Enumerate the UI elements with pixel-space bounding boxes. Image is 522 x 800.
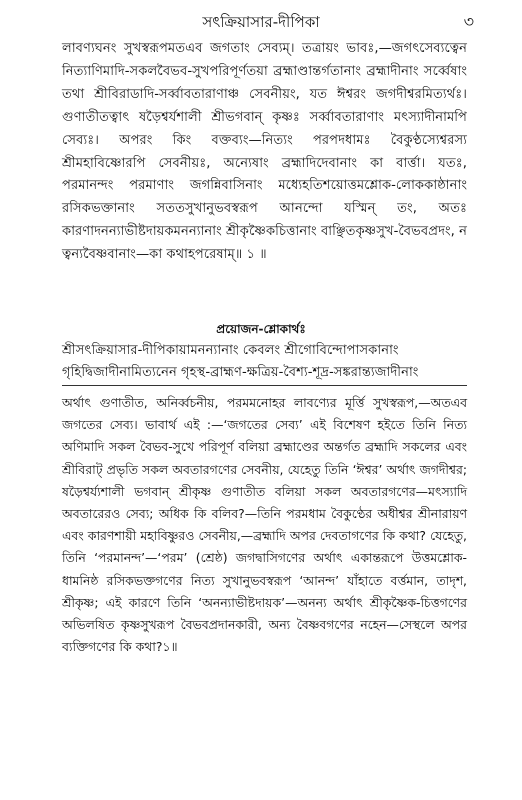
page-number: ৩ [463,12,474,31]
sanskrit-commentary: লাবণ্যঘনং সুখস্বরূপমতএব জগতাং সেব্যম্‌। তত্রায়ং ভাবঃ,—জগৎসেব্যত্বেন নিত্যাণিমাদি-সকলবৈভব-সুখপরিপূর্ণতয়া ব্রহ্মাণ্ডান্তর্গতানাং ব্রহ্মাদীনাং সর্ব্বেষাং তথা শ্রীবিরাডাদি-সর্ব্বাবতারাণাঞ্চ সেবনীয়ং, যত ঈশ্বরং জগদীশ্বরমিত্যর্থঃ। গুণাতীতত্বাৎ ষড়ৈশ্বর্যশালী শ্রীভগবান্‌ কৃষ্ণঃ সর্ব্বাবতারাণাং মৎস্যাদীনামপি সেব্যঃ। অপরং কিং বক্তব্যং—নিত্যং পরপদধামঃ বৈকুণ্ঠস্যেশ্বরস্য শ্রীমহাবিষ্ণোরপি সেবনীয়ঃ, অন্যেষাং ব্রহ্মাদিদেবানাং কা বার্ত্তা। যতঃ, পরমানন্দং পরমাণাং জগন্নিবাসিনাং মধ্যেহতিশয়োত্তমশ্লোক-লোককাষ্ঠানাং রসিকভক্তানাং সততসুখানুভবস্বরূপ আনন্দো যস্মিন্‌ তং, অতঃ কারণাদনন্যাভীষ্টদায়কমনন্যানাং শ্রীকৃষ্ণৈকচিত্তানাং বাঞ্ছিতকৃষ্ণসুখ-বৈভবপ্রদং, ন ত্বন্যবৈষ্ণবানাং—কা কথাহপরেষাম্‌॥ ১ ॥ [62,41,467,263]
bengali-translation: অর্থাৎ গুণাতীত, অনির্ব্বচনীয়, পরমমনোহর লাবণ্যের মূর্ত্তি সুখস্বরূপ,—অতএব জগতের সেব্য। ভাবার্থ এই :—‘জগতের সেব্য’ এই বিশেষণ হইতে তিনি নিত্য অণিমাদি সকল বৈভব-সুখে পরিপূর্ণ বলিয়া ব্রহ্মাণ্ডের অন্তর্গত ব্রহ্মাদি সকলের এবং শ্রীবিরাট্‌ প্রভৃতি সকল অবতারগণের সেবনীয়, যেহেতু তিনি ‘ঈশ্বর’ অর্থাৎ জগদীশ্বর; ষড়ৈশ্বর্য্যশালী ভগবান্‌ শ্রীকৃষ্ণ গুণাতীত বলিয়া সকল অবতারগণের—মৎস্যাদি অবতারেরও সেব্য; অধিক কি বলিব?—তিনি পরমধাম বৈকুণ্ঠের অধীশ্বর শ্রীনারায়ণ এবং কারণশায়ী মহাবিষ্ণুরও সেবনীয়,—ব্রহ্মাদি অপর দেবতাগণের কি কথা? যেহেতু, তিনি ‘পরমানন্দ’—‘পরম’ (শ্রেষ্ঠ) জগদ্বাসিগণের অর্থাৎ একান্তরূপে উত্তমশ্লোক-ধামনিষ্ঠ রসিকভক্তগণের নিত্য সুখানুভবস্বরূপ ‘আনন্দ’ যাঁহাতে বর্ত্তমান, তাদৃশ, শ্রীকৃষ্ণ; এই কারণে তিনি ‘অনন্যাভীষ্টদায়ক’—অনন্য অর্থাৎ শ্রীকৃষ্ণৈক-চিত্তগণের অভিলষিত কৃষ্ণসুখরূপ বৈভবপ্রদানকারী, অন্য বৈষ্ণবগণের নহেন—সেস্থলে অপর ব্যক্তিগণের কি কথা?১॥ [62,395,467,655]
running-title: সৎক্রিয়াসার-দীপিকা [202,13,320,31]
running-header [0,10,522,36]
intro-line: শ্রীসৎক্রিয়াসার-দীপিকায়ামনন্যানাং কেবলং শ্রীগোবিন্দোপাসকানাং [62,343,399,358]
section-heading: প্রয়োজন-শ্লোকার্থঃ [216,322,306,336]
intro-line: গৃহিদ্বিজাদীনামিত্যনেন গৃহস্থ-ব্রাহ্মণ-ক্ষত্রিয়-বৈশ্য-শূদ্র-সঙ্করান্ত্যজাদীনাং [62,365,419,380]
section-divider [62,385,467,386]
intro-verse [62,340,467,384]
